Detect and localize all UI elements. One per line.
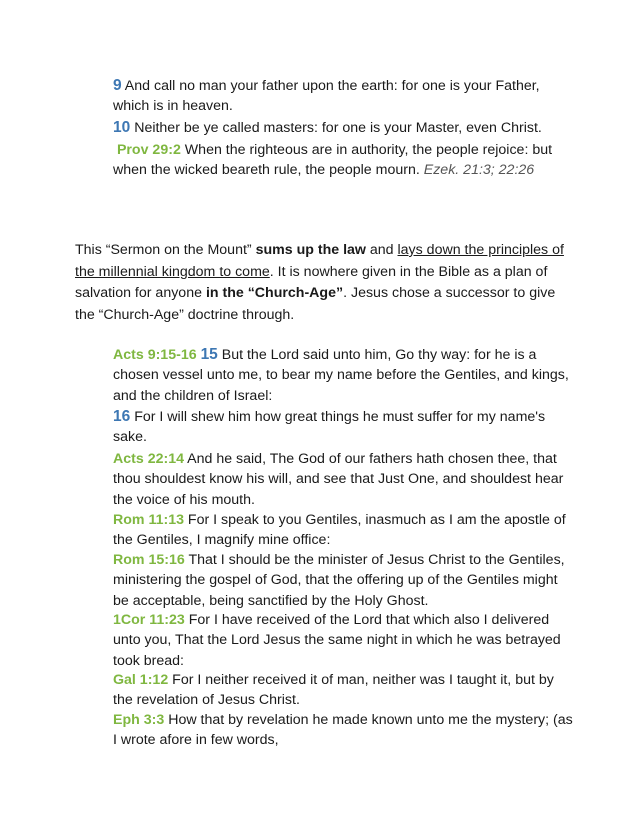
verse-reference: Rom 15:16 (113, 552, 185, 568)
verse-number: 15 (200, 346, 218, 363)
acts-22-14-verse (113, 449, 573, 510)
verse-text: For I neither received it of man, neither was I taught it, but by the revelation of Jesus Christ. (113, 672, 554, 709)
eph-3-3-verse (113, 710, 573, 751)
verse-text: But the Lord said unto him, Go thy way: for he is a chosen vessel unto me, to bear my name before the Gentiles, and kings, and the children of Israel: (113, 347, 569, 404)
verse-text: How that by revelation he made known unto me the mystery; (as I wrote afore in few words, (113, 712, 573, 749)
gal-1-12-verse (113, 670, 573, 711)
verse-text: For I speak to you Gentiles, inasmuch as I am the apostle of the Gentiles, I magnify mine office: (113, 512, 566, 549)
verse-reference: Eph 3:3 (113, 712, 165, 728)
paragraph-text: This “Sermon on the Mount” (75, 242, 256, 258)
verse-number: 9 (113, 77, 122, 94)
acts-9-verse-16 (113, 407, 573, 448)
paragraph-text: and (365, 242, 398, 258)
verse-reference: Acts 22:14 (113, 451, 184, 467)
verse-text: And he said, The God of our fathers hath chosen thee, that thou shouldest know his will, and see that Just One, and shouldest hear the voice of his mouth. (113, 451, 564, 508)
verse-text: Neither be ye called masters: for one is your Master, even Christ. (130, 120, 542, 136)
verse-text: That I should be the minister of Jesus Christ to the Gentiles, ministering the gospel of God, that the offering up of the Gentiles might be acceptable, being sanctified by the Holy Ghost. (113, 552, 565, 609)
verse-reference: Gal 1:12 (113, 672, 169, 688)
rom-11-13-verse (113, 510, 573, 551)
1cor-11-23-verse (113, 610, 573, 671)
emphasis-text: sums up the law (255, 242, 366, 258)
acts-9-verse-15 (113, 345, 573, 406)
verse-reference: Prov 29:2 (116, 142, 181, 158)
verse-reference: Acts 9:15-16 (113, 347, 197, 363)
verse-9 (113, 76, 573, 117)
paragraph-text: . It is nowhere given in the Bible as a plan of salvation for anyone (75, 263, 548, 301)
verse-reference: 1Cor 11:23 (113, 612, 185, 628)
underlined-text: lays down the principles of the millennial kingdom to come (75, 242, 564, 280)
verse-text: When the righteous are in authority, the people rejoice: but when the wicked beareth rule, the people mourn. (113, 142, 553, 179)
prov-verse (113, 140, 573, 181)
verse-number: 10 (113, 119, 131, 136)
emphasis-text: in the “Church-Age” (205, 285, 344, 301)
commentary-paragraph (75, 240, 575, 326)
paragraph-text: . Jesus chose a successor to give the “Church-Age” doctrine through. (75, 285, 556, 323)
rom-15-16-verse (113, 550, 573, 611)
verse-text: For I will shew him how great things he must suffer for my name's sake. (113, 409, 546, 446)
verse-reference: Rom 11:13 (113, 512, 184, 528)
verse-number: 16 (113, 408, 131, 425)
verse-text: And call no man your father upon the earth: for one is your Father, which is in heaven. (113, 78, 540, 115)
cross-reference: Ezek. 21:3; 22:26 (423, 162, 535, 179)
verse-text: For I have received of the Lord that which also I delivered unto you, That the Lord Jesus the same night in which he was betrayed took bread: (113, 612, 561, 669)
verse-10 (113, 118, 573, 138)
